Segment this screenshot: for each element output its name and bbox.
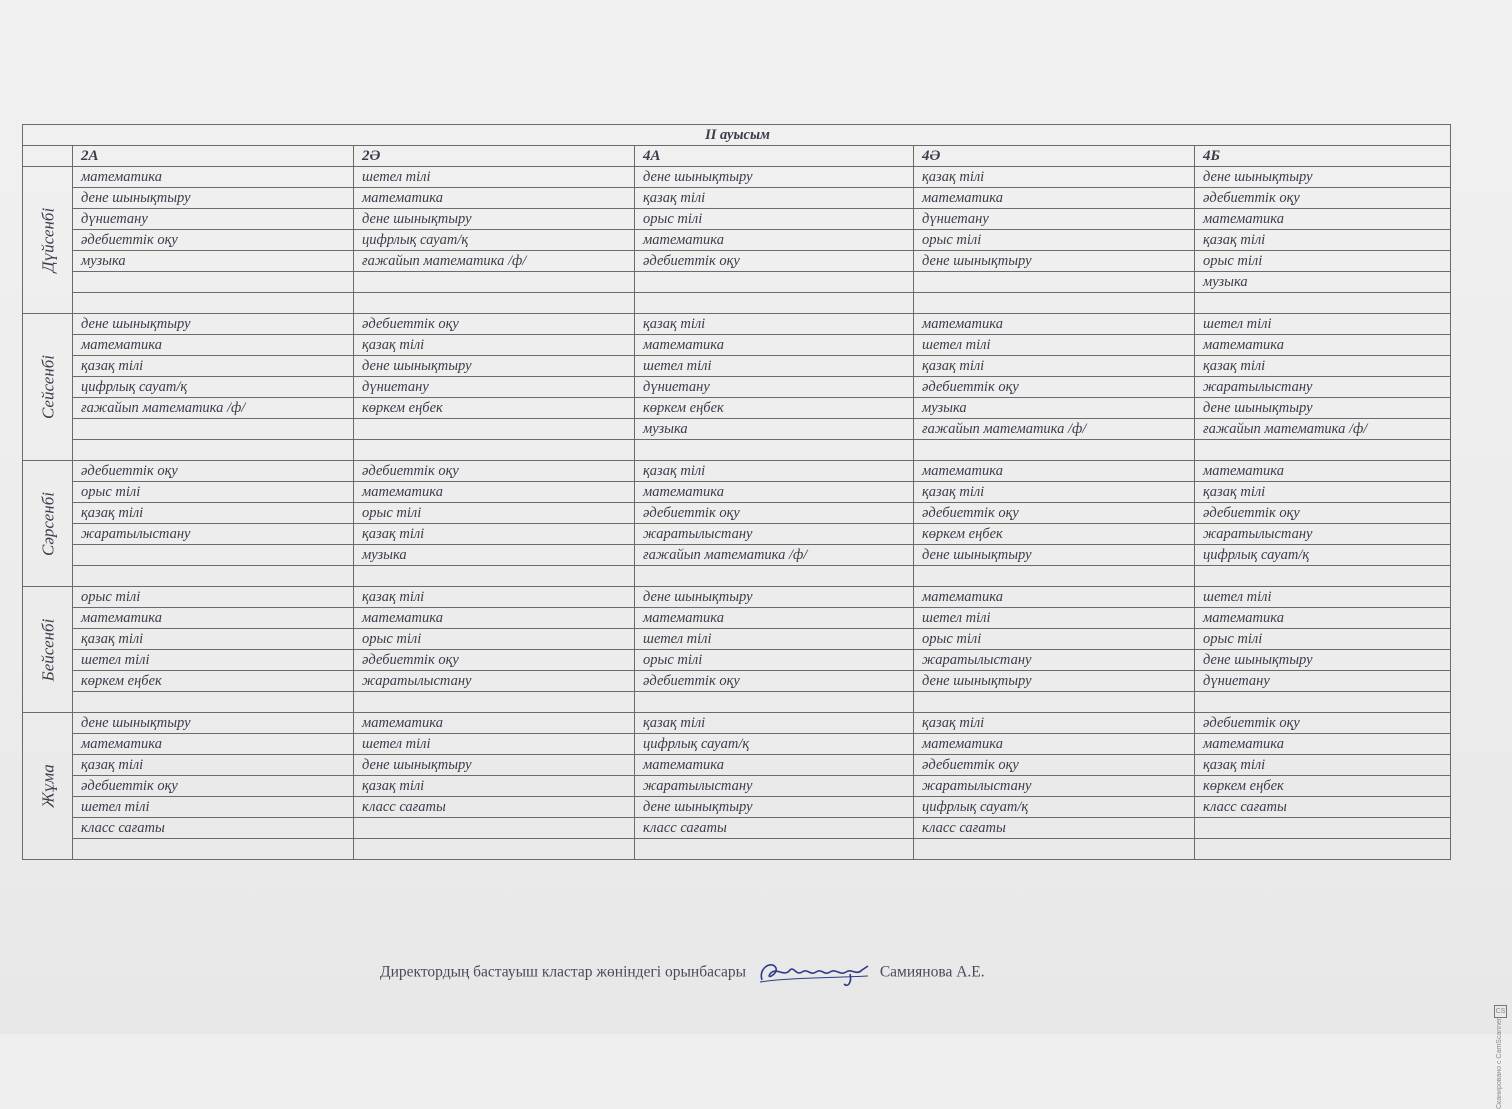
lesson-row	[23, 272, 1451, 293]
lesson-cell: шетел тілі	[354, 167, 635, 188]
day-label-cell	[23, 314, 73, 461]
lesson-cell: класс сағаты	[1195, 797, 1451, 818]
lesson-row	[23, 251, 1451, 272]
lesson-cell: математика	[73, 734, 354, 755]
lesson-cell: шетел тілі	[354, 734, 635, 755]
lesson-row	[23, 419, 1451, 440]
lesson-cell: цифрлық сауат/қ	[635, 734, 914, 755]
lesson-cell: көркем еңбек	[354, 398, 635, 419]
lesson-cell: цифрлық сауат/қ	[354, 230, 635, 251]
lesson-cell	[354, 272, 635, 293]
lesson-cell: математика	[354, 482, 635, 503]
empty-cell	[914, 440, 1195, 461]
lesson-row	[23, 755, 1451, 776]
lesson-cell: дене шынықтыру	[354, 209, 635, 230]
empty-cell	[914, 839, 1195, 860]
lesson-cell: дене шынықтыру	[914, 671, 1195, 692]
lesson-cell: цифрлық сауат/қ	[914, 797, 1195, 818]
lesson-cell: қазақ тілі	[914, 167, 1195, 188]
lesson-cell: орыс тілі	[354, 503, 635, 524]
timetable	[22, 124, 1451, 860]
lesson-cell: музыка	[914, 398, 1195, 419]
lesson-cell: класс сағаты	[354, 797, 635, 818]
handwritten-signature	[756, 958, 874, 988]
lesson-cell: орыс тілі	[635, 209, 914, 230]
spacer-row	[23, 440, 1451, 461]
empty-cell	[354, 839, 635, 860]
lesson-cell: математика	[1195, 608, 1451, 629]
lesson-cell: әдебиеттік оқу	[1195, 503, 1451, 524]
lesson-cell: қазақ тілі	[635, 314, 914, 335]
class-header: 4А	[635, 146, 914, 167]
lesson-cell: қазақ тілі	[1195, 755, 1451, 776]
lesson-cell: жаратылыстану	[354, 671, 635, 692]
lesson-cell	[1195, 818, 1451, 839]
empty-cell	[635, 440, 914, 461]
lesson-cell: әдебиеттік оқу	[914, 377, 1195, 398]
lesson-cell: дене шынықтыру	[73, 188, 354, 209]
empty-cell	[73, 440, 354, 461]
empty-cell	[354, 566, 635, 587]
lesson-cell: математика	[354, 713, 635, 734]
lesson-cell: класс сағаты	[73, 818, 354, 839]
lesson-cell: қазақ тілі	[914, 482, 1195, 503]
lesson-cell: әдебиеттік оқу	[354, 314, 635, 335]
lesson-cell: көркем еңбек	[1195, 776, 1451, 797]
lesson-row	[23, 356, 1451, 377]
lesson-cell: математика	[354, 188, 635, 209]
lesson-cell: шетел тілі	[73, 797, 354, 818]
class-header: 4Б	[1195, 146, 1451, 167]
lesson-cell: математика	[354, 608, 635, 629]
lesson-row	[23, 713, 1451, 734]
lesson-cell: математика	[635, 335, 914, 356]
day-label: Сәрсенбі	[38, 491, 57, 556]
class-header: 2А	[73, 146, 354, 167]
lesson-cell: қазақ тілі	[354, 335, 635, 356]
lesson-cell: дүниетану	[635, 377, 914, 398]
lesson-row	[23, 461, 1451, 482]
empty-cell	[354, 293, 635, 314]
lesson-row	[23, 545, 1451, 566]
class-header-row	[23, 146, 1451, 167]
lesson-row	[23, 482, 1451, 503]
lesson-cell: әдебиеттік оқу	[73, 776, 354, 797]
signature-line	[380, 958, 985, 988]
empty-cell	[635, 692, 914, 713]
lesson-cell: математика	[914, 314, 1195, 335]
lesson-cell: орыс тілі	[914, 629, 1195, 650]
lesson-cell: әдебиеттік оқу	[914, 503, 1195, 524]
lesson-cell: математика	[1195, 461, 1451, 482]
lesson-cell: әдебиеттік оқу	[73, 230, 354, 251]
lesson-cell: дене шынықтыру	[1195, 167, 1451, 188]
lesson-cell	[354, 419, 635, 440]
lesson-cell	[635, 272, 914, 293]
lesson-cell: дене шынықтыру	[354, 755, 635, 776]
lesson-cell	[914, 272, 1195, 293]
lesson-row	[23, 188, 1451, 209]
lesson-cell: жаратылыстану	[635, 524, 914, 545]
lesson-cell: шетел тілі	[73, 650, 354, 671]
lesson-cell: математика	[635, 608, 914, 629]
day-label-cell	[23, 713, 73, 860]
lesson-cell: математика	[73, 167, 354, 188]
lesson-row	[23, 629, 1451, 650]
spacer-row	[23, 839, 1451, 860]
lesson-cell: ғажайып математика /ф/	[914, 419, 1195, 440]
lesson-cell: шетел тілі	[1195, 587, 1451, 608]
day-label: Жұма	[38, 764, 57, 808]
lesson-cell: математика	[1195, 335, 1451, 356]
lesson-row	[23, 776, 1451, 797]
spacer-row	[23, 566, 1451, 587]
lesson-cell: математика	[73, 335, 354, 356]
day-label-cell	[23, 461, 73, 587]
lesson-cell: әдебиеттік оқу	[635, 251, 914, 272]
lesson-cell: қазақ тілі	[635, 188, 914, 209]
empty-cell	[914, 566, 1195, 587]
spacer-row	[23, 293, 1451, 314]
lesson-cell: қазақ тілі	[354, 524, 635, 545]
lesson-cell: цифрлық сауат/қ	[1195, 545, 1451, 566]
lesson-cell: әдебиеттік оқу	[354, 650, 635, 671]
lesson-cell: шетел тілі	[914, 608, 1195, 629]
lesson-cell: қазақ тілі	[635, 713, 914, 734]
lesson-cell: орыс тілі	[635, 650, 914, 671]
lesson-cell: қазақ тілі	[73, 629, 354, 650]
lesson-row	[23, 230, 1451, 251]
empty-cell	[354, 440, 635, 461]
empty-cell	[635, 293, 914, 314]
lesson-cell: дене шынықтыру	[73, 314, 354, 335]
day-label: Дүйсенбі	[38, 207, 57, 273]
spacer-row	[23, 692, 1451, 713]
lesson-cell: орыс тілі	[354, 629, 635, 650]
lesson-cell: орыс тілі	[73, 482, 354, 503]
lesson-row	[23, 818, 1451, 839]
lesson-cell: математика	[914, 734, 1195, 755]
lesson-cell: класс сағаты	[914, 818, 1195, 839]
lesson-row	[23, 398, 1451, 419]
lesson-cell: қазақ тілі	[1195, 482, 1451, 503]
lesson-cell: шетел тілі	[1195, 314, 1451, 335]
lesson-cell: қазақ тілі	[914, 356, 1195, 377]
lesson-row	[23, 503, 1451, 524]
lesson-cell: дүниетану	[73, 209, 354, 230]
lesson-cell: қазақ тілі	[73, 356, 354, 377]
lesson-cell: қазақ тілі	[914, 713, 1195, 734]
lesson-row	[23, 209, 1451, 230]
day-label: Сейсенбі	[38, 354, 57, 420]
lesson-cell	[73, 545, 354, 566]
class-header: 2Ә	[354, 146, 635, 167]
lesson-cell: дүниетану	[1195, 671, 1451, 692]
lesson-cell: жаратылыстану	[1195, 377, 1451, 398]
lesson-row	[23, 524, 1451, 545]
lesson-cell: дене шынықтыру	[914, 545, 1195, 566]
empty-cell	[73, 692, 354, 713]
lesson-cell: орыс тілі	[1195, 251, 1451, 272]
lesson-row	[23, 608, 1451, 629]
lesson-cell: әдебиеттік оқу	[635, 503, 914, 524]
lesson-cell: әдебиеттік оқу	[1195, 713, 1451, 734]
lesson-cell: математика	[635, 230, 914, 251]
lesson-cell: музыка	[635, 419, 914, 440]
lesson-cell: жаратылыстану	[635, 776, 914, 797]
empty-cell	[73, 566, 354, 587]
lesson-cell: әдебиеттік оқу	[635, 671, 914, 692]
lesson-row	[23, 587, 1451, 608]
lesson-cell: математика	[1195, 209, 1451, 230]
lesson-cell: дене шынықтыру	[1195, 398, 1451, 419]
lesson-cell: көркем еңбек	[73, 671, 354, 692]
lesson-row	[23, 314, 1451, 335]
empty-cell	[1195, 293, 1451, 314]
empty-cell	[1195, 692, 1451, 713]
empty-cell	[73, 839, 354, 860]
lesson-cell: шетел тілі	[635, 629, 914, 650]
lesson-cell: музыка	[354, 545, 635, 566]
lesson-row	[23, 167, 1451, 188]
scanner-caption: Сканировано с CamScanner	[1496, 1017, 1503, 1109]
empty-cell	[1195, 566, 1451, 587]
empty-cell	[635, 566, 914, 587]
lesson-cell: класс сағаты	[635, 818, 914, 839]
lesson-row	[23, 650, 1451, 671]
lesson-cell: көркем еңбек	[914, 524, 1195, 545]
signer-name: Самиянова А.Е.	[879, 963, 985, 981]
lesson-cell: орыс тілі	[1195, 629, 1451, 650]
lesson-cell: дене шынықтыру	[73, 713, 354, 734]
lesson-cell: математика	[1195, 734, 1451, 755]
lesson-row	[23, 671, 1451, 692]
lesson-cell: әдебиеттік оқу	[1195, 188, 1451, 209]
day-label-cell	[23, 167, 73, 314]
lesson-cell: қазақ тілі	[635, 461, 914, 482]
lesson-cell: қазақ тілі	[73, 503, 354, 524]
lesson-cell: дене шынықтыру	[1195, 650, 1451, 671]
lesson-cell: дүниетану	[354, 377, 635, 398]
lesson-cell: орыс тілі	[73, 587, 354, 608]
empty-cell	[354, 692, 635, 713]
empty-cell	[73, 293, 354, 314]
lesson-row	[23, 377, 1451, 398]
lesson-cell: ғажайып математика /ф/	[635, 545, 914, 566]
lesson-cell: әдебиеттік оқу	[914, 755, 1195, 776]
corner-cell	[23, 146, 73, 167]
lesson-cell: математика	[635, 755, 914, 776]
camscanner-logo: CS	[1494, 1005, 1507, 1018]
lesson-cell: музыка	[1195, 272, 1451, 293]
lesson-cell: қазақ тілі	[1195, 230, 1451, 251]
lesson-cell: математика	[914, 461, 1195, 482]
lesson-cell: көркем еңбек	[635, 398, 914, 419]
lesson-row	[23, 797, 1451, 818]
empty-cell	[914, 293, 1195, 314]
lesson-cell: жаратылыстану	[914, 650, 1195, 671]
lesson-cell: қазақ тілі	[354, 776, 635, 797]
lesson-cell: цифрлық сауат/қ	[73, 377, 354, 398]
lesson-cell: шетел тілі	[635, 356, 914, 377]
lesson-cell: жаратылыстану	[73, 524, 354, 545]
lesson-cell: дене шынықтыру	[354, 356, 635, 377]
day-label-cell	[23, 587, 73, 713]
position-text: Директордың бастауыш кластар жөніндегі орынбасары	[380, 963, 747, 981]
lesson-row	[23, 734, 1451, 755]
lesson-cell: математика	[73, 608, 354, 629]
day-label: Бейсенбі	[38, 618, 57, 681]
lesson-cell: математика	[914, 188, 1195, 209]
lesson-cell: дүниетану	[914, 209, 1195, 230]
lesson-cell: ғажайып математика /ф/	[73, 398, 354, 419]
lesson-cell: шетел тілі	[914, 335, 1195, 356]
lesson-cell: қазақ тілі	[1195, 356, 1451, 377]
lesson-cell: қазақ тілі	[73, 755, 354, 776]
lesson-cell: дене шынықтыру	[635, 587, 914, 608]
lesson-cell: жаратылыстану	[1195, 524, 1451, 545]
lesson-cell: ғажайып математика /ф/	[1195, 419, 1451, 440]
lesson-cell: музыка	[73, 251, 354, 272]
empty-cell	[1195, 440, 1451, 461]
empty-cell	[635, 839, 914, 860]
lesson-row	[23, 335, 1451, 356]
lesson-cell: әдебиеттік оқу	[354, 461, 635, 482]
lesson-cell: дене шынықтыру	[914, 251, 1195, 272]
lesson-cell	[73, 272, 354, 293]
lesson-cell: орыс тілі	[914, 230, 1195, 251]
shift-title: II ауысым	[23, 125, 1451, 146]
scanner-watermark	[1494, 1005, 1508, 1109]
lesson-cell	[354, 818, 635, 839]
lesson-cell: әдебиеттік оқу	[73, 461, 354, 482]
lesson-cell: дене шынықтыру	[635, 797, 914, 818]
lesson-cell: жаратылыстану	[914, 776, 1195, 797]
lesson-cell	[73, 419, 354, 440]
lesson-cell: математика	[914, 587, 1195, 608]
empty-cell	[914, 692, 1195, 713]
lesson-cell: математика	[635, 482, 914, 503]
lesson-cell: ғажайып математика /ф/	[354, 251, 635, 272]
lesson-cell: дене шынықтыру	[635, 167, 914, 188]
lesson-cell: қазақ тілі	[354, 587, 635, 608]
class-header: 4Ә	[914, 146, 1195, 167]
empty-cell	[1195, 839, 1451, 860]
